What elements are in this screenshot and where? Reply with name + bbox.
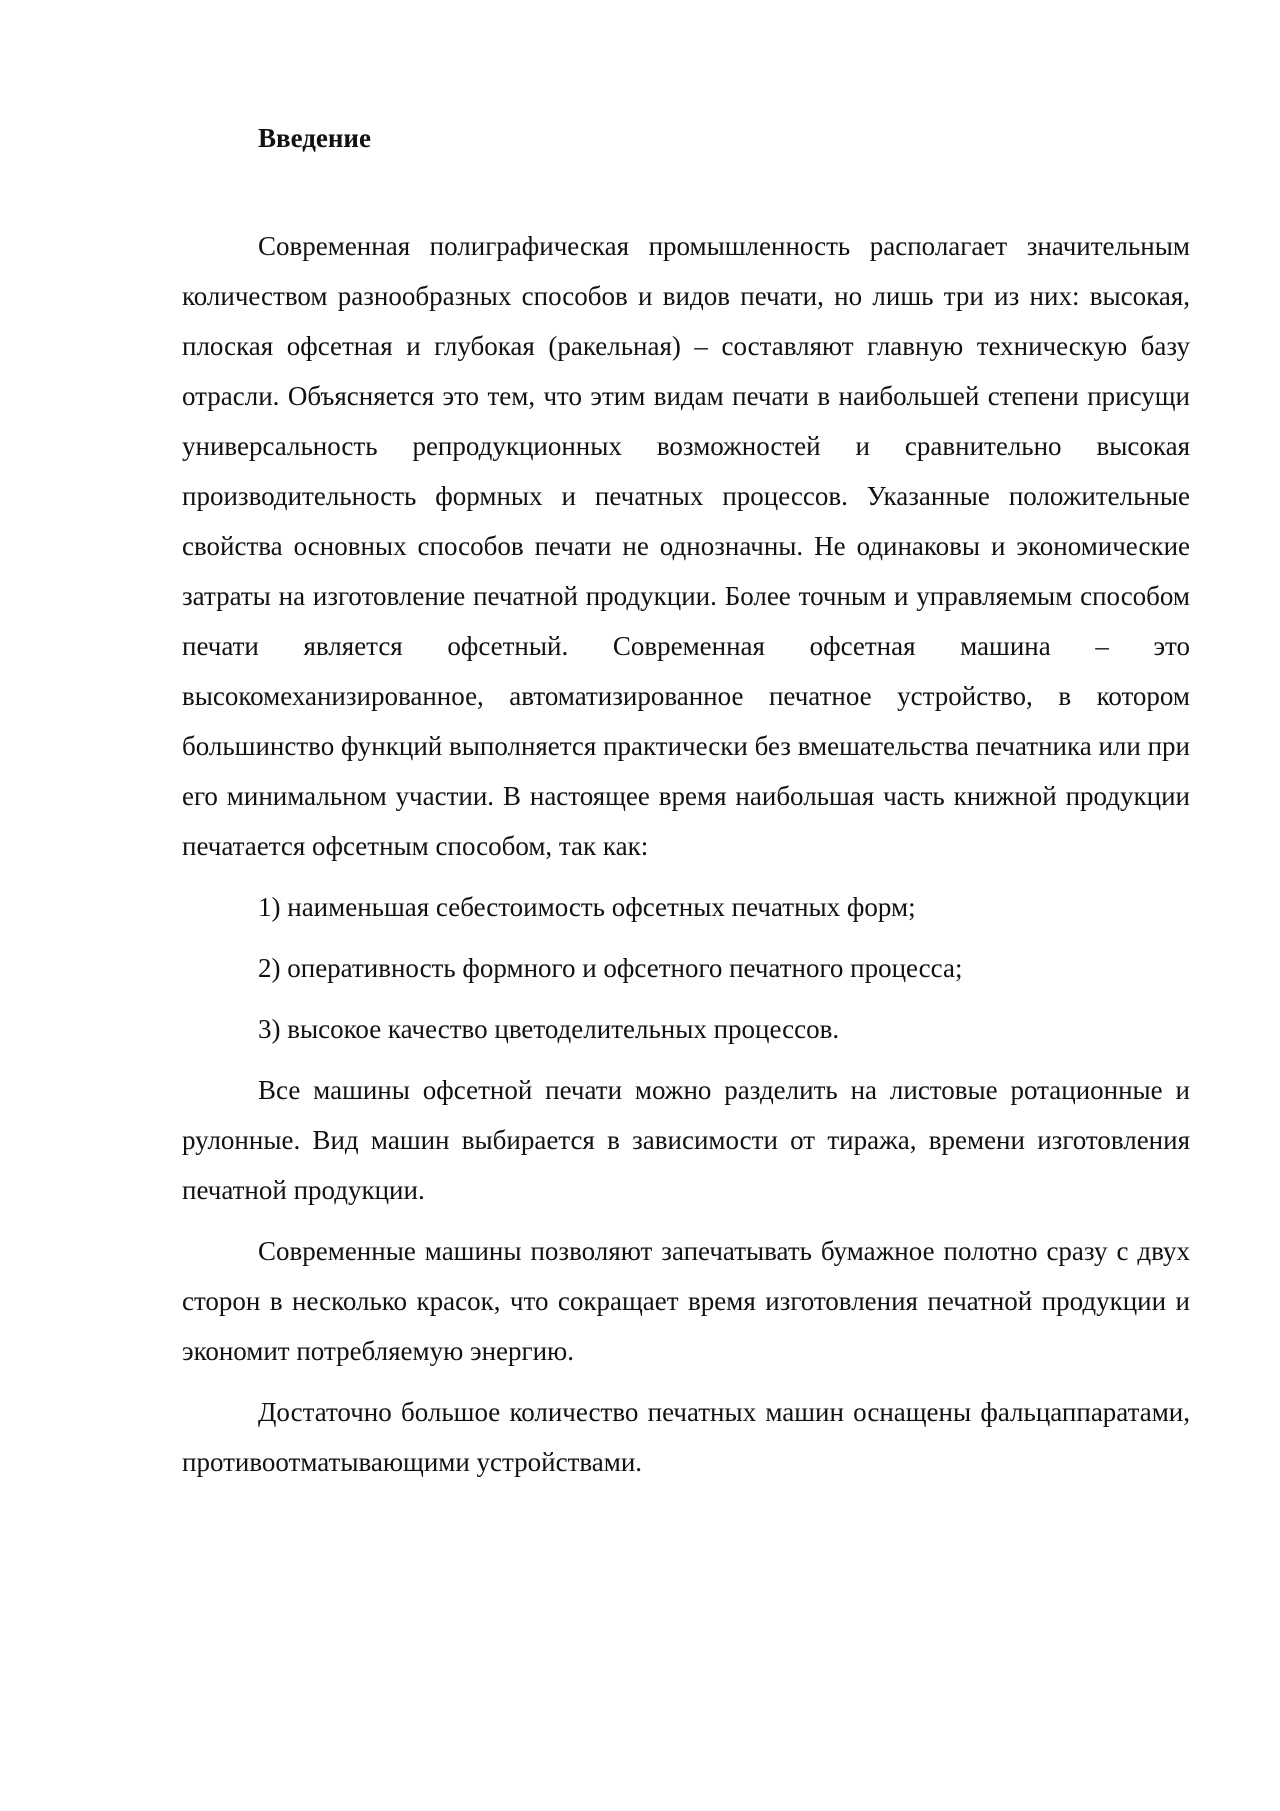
list-item: 1) наименьшая себестоимость офсетных печатных форм; — [258, 892, 916, 922]
machines-paragraph: Все машины офсетной печати можно разделить на листовые ротационные и рулонные. Вид машин выбирается в зависимости от тиража, времени изготовления печатной продукции. — [182, 1075, 1190, 1205]
list-item: 3) высокое качество цветоделительных процессов. — [258, 1014, 840, 1044]
section-heading: Введение — [258, 123, 371, 153]
document-page — [182, 117, 1190, 1498]
modern-machines-paragraph: Современные машины позволяют запечатывать бумажное полотно сразу с двух сторон в несколько красок, что сокращает время изготовления печатной продукции и экономит потребляемую энергию. — [182, 1236, 1190, 1366]
intro-paragraph: Современная полиграфическая промышленность располагает значительным количеством разнообразных способов и видов печати, но лишь три из них: высокая, плоская офсетная и глубокая (ракельная) – составляют главную техническую базу отрасли. Объясняется это тем, что этим видам печати в наибольшей степени присущи универсальность репродукционных возможностей и сравнительно высокая производительность формных и печатных процессов. Указанные положительные свойства основных способов печати не однозначны. Не одинаковы и экономические затраты на изготовление печатной продукции. Более точным и управляемым способом печати является офсетный. Современная офсетная машина – это высокомеханизированное, автоматизированное печатное устройство, в котором большинство функций выполняется практически без вмешательства печатника или при его минимальном участии. В настоящее время наибольшая часть книжной продукции печатается офсетным способом, так как: — [182, 231, 1190, 861]
equipment-paragraph: Достаточно большое количество печатных машин оснащены фальцаппаратами, противоотматывающими устройствами. — [182, 1397, 1190, 1477]
list-item: 2) оперативность формного и офсетного печатного процесса; — [258, 953, 963, 983]
